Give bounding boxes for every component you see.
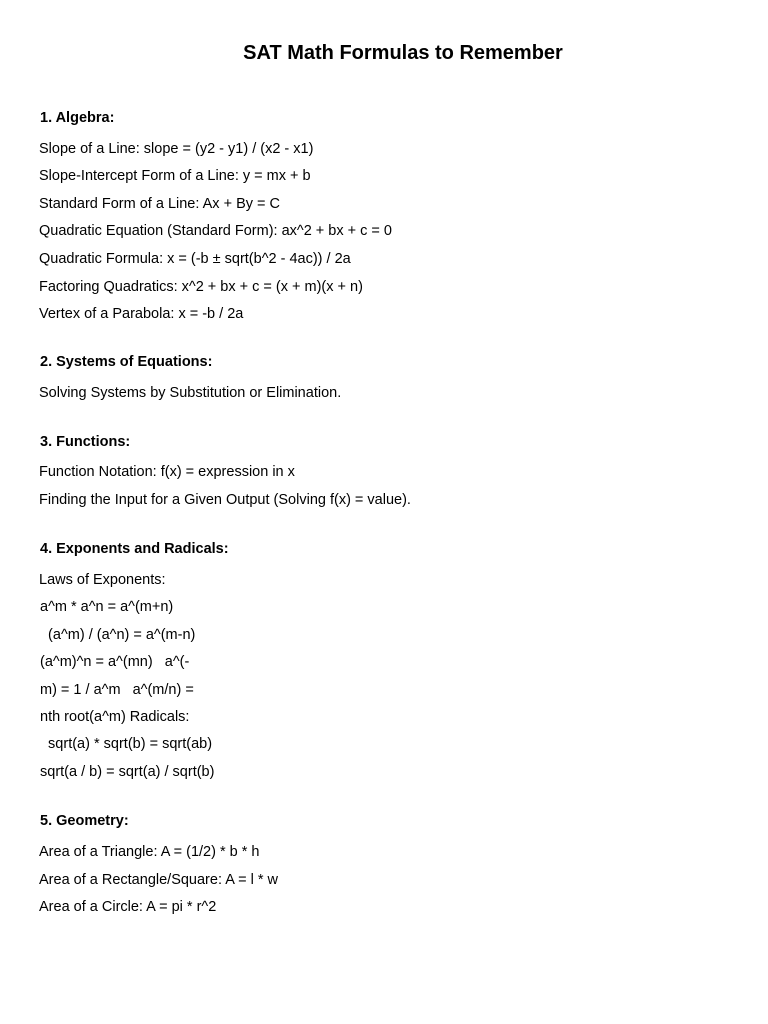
formula-line: Finding the Input for a Given Output (Solving f(x) = value). [39,492,411,508]
formula-line: Quadratic Formula: x = (-b ± sqrt(b^2 - 4ac)) / 2a [39,251,351,267]
formula-line: (a^m) / (a^n) = a^(m-n) [40,627,196,643]
formula-line: Slope of a Line: slope = (y2 - y1) / (x2 - x1) [39,141,314,157]
formula-line: Function Notation: f(x) = expression in x [39,464,295,480]
formula-line: Factoring Quadratics: x^2 + bx + c = (x + m)(x + n) [39,279,363,295]
formula-line: Standard Form of a Line: Ax + By = C [39,196,280,212]
formula-line: m) = 1 / a^m a^(m/n) = [40,682,194,698]
formula-line: sqrt(a) * sqrt(b) = sqrt(ab) [40,736,213,752]
section-heading-systems-of-equations: 2. Systems of Equations: [40,354,213,370]
formula-line: Laws of Exponents: [39,572,166,588]
section-heading-geometry: 5. Geometry: [40,813,129,829]
formula-line: a^m * a^n = a^(m+n) [40,599,174,615]
section-heading-algebra: 1. Algebra: [40,110,115,126]
formula-line: sqrt(a / b) = sqrt(a) / sqrt(b) [40,764,215,780]
formula-line: Slope-Intercept Form of a Line: y = mx + b [39,168,311,184]
formula-line: Area of a Triangle: A = (1/2) * b * h [39,844,260,860]
section-heading-functions: 3. Functions: [40,434,131,450]
page-title: SAT Math Formulas to Remember [243,42,563,64]
section-heading-exponents-and-radicals: 4. Exponents and Radicals: [40,541,229,557]
formula-line: (a^m)^n = a^(mn) a^(- [40,654,190,670]
formula-line: nth root(a^m) Radicals: [40,709,190,725]
formula-line: Solving Systems by Substitution or Elimination. [39,385,342,401]
formula-line: Area of a Rectangle/Square: A = l * w [39,872,278,888]
formula-line: Quadratic Equation (Standard Form): ax^2 + bx + c = 0 [39,223,392,239]
formula-line: Area of a Circle: A = pi * r^2 [39,899,217,915]
formula-line: Vertex of a Parabola: x = -b / 2a [39,306,244,322]
